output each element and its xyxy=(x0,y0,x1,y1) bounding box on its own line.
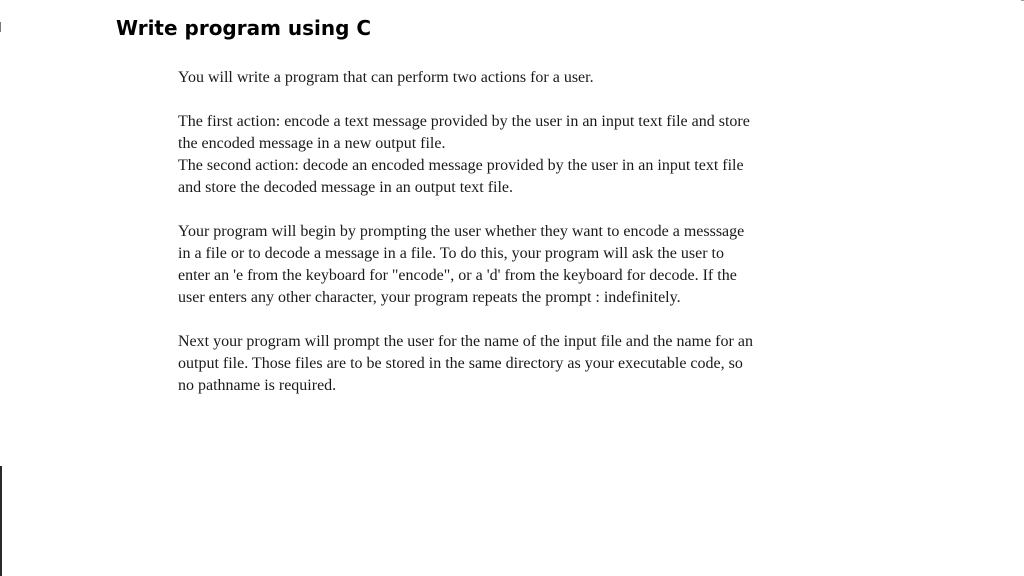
page-title: Write program using C xyxy=(116,16,372,40)
text-line: The first action: encode a text message provided by the user in an input text file and store xyxy=(178,113,750,130)
text-line: user enters any other character, your program repeats the prompt : indefinitely. xyxy=(178,289,681,306)
text-line: enter an 'e from the keyboard for "encode", or a 'd' from the keyboard for decode. If the xyxy=(178,267,737,284)
paragraph-prompt xyxy=(178,221,878,309)
text-line: You will write a program that can perform two actions for a user. xyxy=(178,69,594,86)
text-line: The second action: decode an encoded message provided by the user in an input text file xyxy=(178,157,744,174)
text-line: output file. Those files are to be stored in the same directory as your executable code, so xyxy=(178,355,743,372)
text-line: in a file or to decode a message in a file. To do this, your program will ask the user to xyxy=(178,245,724,262)
paragraph-actions xyxy=(178,111,878,199)
text-line: Your program will begin by prompting the user whether they want to encode a messsage xyxy=(178,223,745,240)
left-edge-bar xyxy=(0,466,2,576)
left-edge-mark xyxy=(0,22,1,32)
paragraph-files xyxy=(178,331,878,397)
paragraph-intro xyxy=(178,67,878,89)
text-line: Next your program will prompt the user for the name of the input file and the name for an xyxy=(178,333,753,350)
document-body xyxy=(178,67,878,397)
text-line: the encoded message in a new output file. xyxy=(178,135,446,152)
text-line: no pathname is required. xyxy=(178,377,337,394)
text-line: and store the decoded message in an output text file. xyxy=(178,179,514,196)
